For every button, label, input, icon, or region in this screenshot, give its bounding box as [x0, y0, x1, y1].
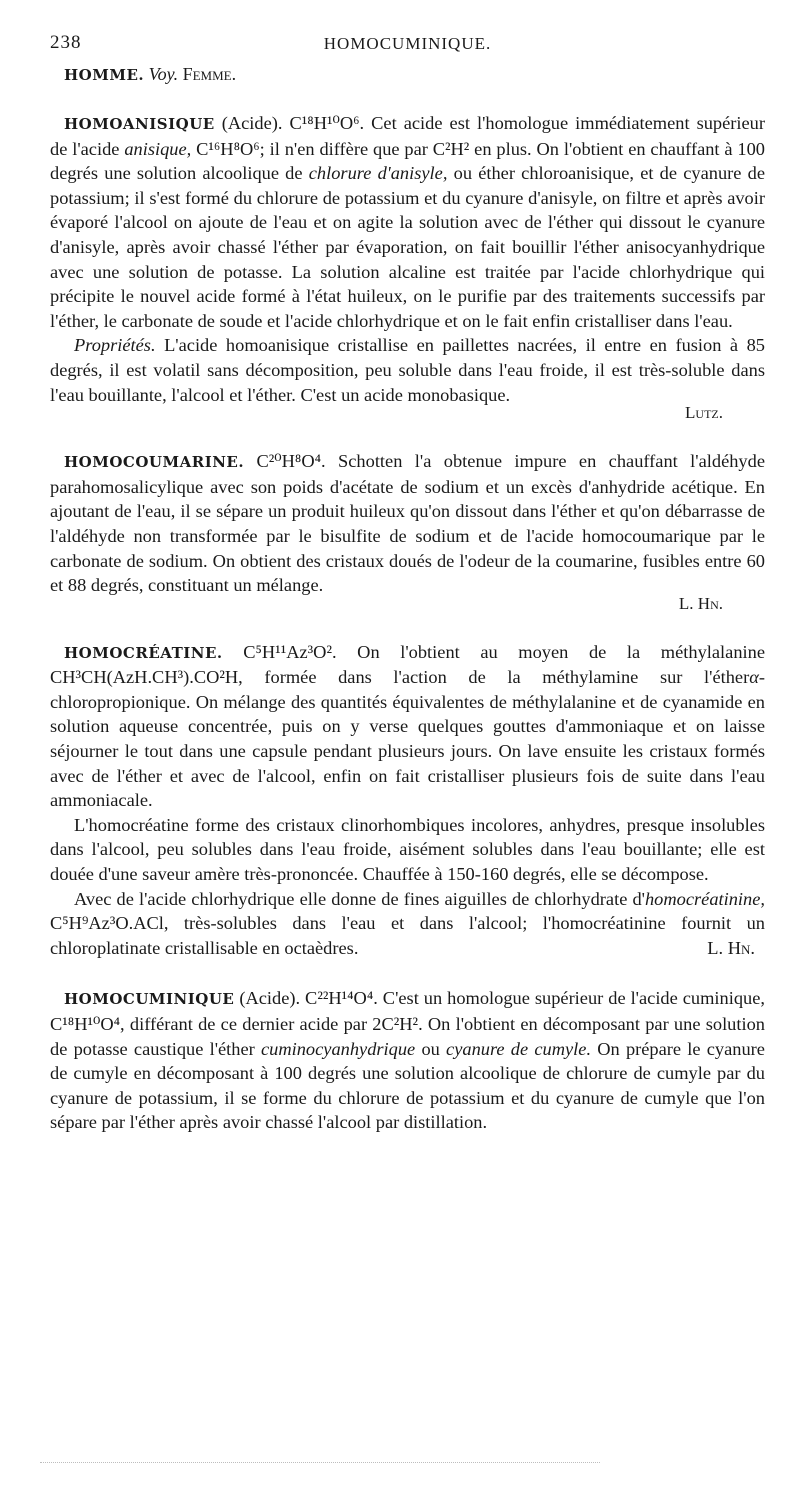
text-run: L'acide homoanisique cristallise en paillettes nacrées, il entre en fusion à 85 degrés, il est volatil sans décomposition, peu soluble dans l'eau froide, il est très-soluble dans l'eau bouillante, l'alcool et l'éther. C'est un acide monobasique. — [50, 335, 765, 405]
text-run: C²⁰H⁸O⁴. Schotten l'a obtenue impure en chauffant l'aldéhyde parahomosalicylique avec son poids d'acétate de sodium et un excès d'anhydride acétique. En ajoutant de l'eau, il se sépare un produit huileux qu'on dissout dans l'éther et qu'on débarrasse de l'aldéhyde non transformée par le bisulfite de sodium et de l'acide homocoumarique par le carbonate de sodium. On obtient des cristaux doués de l'odeur de la coumarine, fusibles entre 60 et 88 degrés, constituant un mélange. — [50, 451, 765, 596]
page — [50, 30, 765, 1135]
paragraph — [50, 333, 765, 407]
text-run: Avec de l'acide chlorhydrique elle donne de fines aiguilles de chlorhydrate d' — [74, 888, 645, 909]
text-run: ou — [421, 1038, 440, 1059]
greek-letter: α — [749, 667, 759, 688]
text-run: -chloropropionique. On mélange des quantités équivalentes de méthylalanine et de cyanamide en solution aqueuse concentrée, puis on y verse quelques gouttes d'ammoniaque et on laisse séjourner le tout dans une capsule pendant plusieurs jours. On lave ensuite les cristaux formés avec de l'éther et avec de l'alcool, enfin on fait cristalliser plusieurs fois de suite dans l'eau ammoniacale. — [50, 667, 765, 811]
italic-term: anisique, — [124, 138, 192, 159]
running-head — [50, 30, 765, 60]
paragraph — [50, 449, 765, 598]
signature: L. Hn. — [678, 593, 723, 613]
paragraph — [50, 986, 765, 1135]
italic-term: cuminocyanhydrique — [260, 1038, 416, 1059]
entry-homocreatine — [50, 640, 765, 961]
text-run: ou éther chloroanisique, et de cyanure de potassium; il s'est formé du chlorure de potassium et du cyanure d'anisyle, on filtre et après avoir évaporé l'alcool on ajoute de l'eau et on agite la solution avec de l'éther qui dissout le cyanure d'anisyle, après avoir chassé l'éther par évaporation, on fait bouillir l'éther anisocyanhydrique avec une solution de potasse. La solution alcaline est traitée par l'acide chlorhydrique qui précipite le nouvel acide formé à l'état huileux, on le purifie par des traitements successifs par l'éther, le carbonate de soude et l'acide chlorhydrique et on le fait enfin cristalliser dans l'eau. — [50, 163, 765, 331]
headword-homocreatine: HOMOCRÉATINE. — [64, 643, 223, 662]
footer-rule — [40, 1462, 600, 1463]
headword-homocuminique: HOMOCUMINIQUE — [64, 990, 235, 1009]
text-run: L'homocréatine forme des cristaux clinorhombiques incolores, anhydres, presque insolubles dans l'alcool, peu solubles dans l'eau froide, aisément solubles dans l'eau bouillante; elle est douée d'une saveur amère très-prononcée. Chauffée à 150-160 degrés, elle se décompose. — [50, 814, 765, 885]
entry-homocoumarine — [50, 449, 765, 614]
voy-label: Voy. — [148, 64, 179, 84]
headword-homocoumarine: HOMOCOUMARINE. — [64, 453, 245, 472]
entry-homoanisique — [50, 111, 765, 423]
paragraph — [50, 813, 765, 887]
italic-term: Propriétés. — [74, 335, 156, 356]
entry-homme — [64, 64, 765, 85]
headword-homme: HOMME. — [64, 66, 145, 84]
text-run: (Acide). C²²H¹⁴O⁴. C'est un homologue supérieur de l'acide cuminique, C¹⁸H¹⁰O⁴, différant de ce dernier acide par 2C²H². On l'obtient en décomposant par une solution de potasse caustique l'éther — [50, 988, 765, 1059]
paragraph — [50, 111, 765, 333]
paragraph — [50, 887, 765, 961]
paragraph — [50, 640, 765, 813]
italic-term: cyanure de cumyle. — [446, 1038, 592, 1059]
headword-homoanisique: HOMOANISIQUE — [64, 115, 215, 133]
signature: L. Hn. — [707, 937, 755, 958]
text-run: On prépare le cyanure de cumyle en décomposant à 100 degrés une solution alcoolique de chlorure de cumyle par du cyanure de potassium, il se forme du chlorure de potassium et du cyanure de cumyle que l'on sépare par l'éther après avoir chassé l'alcool par distillation. — [50, 1038, 765, 1133]
cross-reference: Femme. — [182, 64, 237, 84]
italic-term: homocréatinine, — [644, 888, 765, 909]
text-run: C⁵H⁹Az³O.ACl, très-solubles dans l'eau et dans l'alcool; l'homocréatinine fournit un chloroplatinate cristallisable en octaèdres. — [50, 913, 765, 958]
signature: Lutz. — [685, 403, 723, 423]
text-run: (Acide). C¹⁸H¹⁰O⁶. Cet acide est l'homologue immédiatement supérieur de l'acide — [50, 113, 765, 159]
text-run: C¹⁶H⁸O⁶; il n'en diffère que par C²H² en plus. On l'obtient en chauffant à 100 degrés une solution alcoolique de — [50, 138, 766, 184]
running-title: HOMOCUMINIQUE. — [323, 34, 492, 53]
entry-homocuminique — [50, 986, 765, 1135]
italic-term: chlorure d'anisyle, — [308, 163, 448, 184]
text-run: C⁵H¹¹Az³O². On l'obtient au moyen de la méthylalanine CH³CH(AzH.CH³).CO²H, formée dans l'action de la méthylamine sur l'éther — [50, 641, 765, 688]
page-number: 238 — [50, 32, 82, 53]
